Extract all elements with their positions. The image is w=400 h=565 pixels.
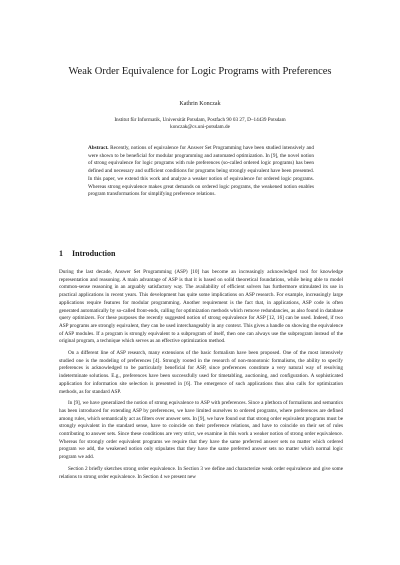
abstract-text: Recently, notions of equivalence for Answer Set Programming have been studied intensively and were shown to be beneficial for modular programming and automated optimization. In [9], the novel notion of strong equivalence for logic programs with rule preferences (so-called ordered logic programs) has been defined and necessary and sufficient conditions for programs being strongly equivalent have been presented. In this paper, we extend this work and analyze a weaker notion of equivalence for ordered logic programs. Whereas strong equivalence makes great demands on ordered logic programs, the weakened notion enables program transformations for simplifying preference relations. (88, 145, 314, 198)
paragraph: Section 2 briefly sketches strong order equivalence. In Section 3 we define and characterize weak order equivalence and give some relations to strong order equivalence. In Section 4 we present new (59, 465, 343, 480)
section-number: 1 (59, 249, 63, 258)
section-body (59, 269, 343, 481)
section-heading (59, 249, 115, 258)
paragraph: On a different line of ASP research, many extensions of the basic formalism have been proposed. One of the most intensively studied one is the modeling of preferences [4]. Strongly rooted in the research of non-monotonic formalisms, the ability to specify preferences is acknowledged to be particularly beneficial for ASP, since preferences constitute a very natural way of resolving indeterminate solutions. E.g., preferences have been successfully used for timetabling, auctioning, and configuration. A sophisticated application for information site selection is presented in [6]. The emergence of such applications thus also calls for optimization methods, as for standard ASP. (59, 350, 343, 395)
paragraph: During the last decade, Answer Set Programming (ASP) [10] has become an increasingly acknowledged tool for knowledge representation and reasoning. A main advantage of ASP is that it is based on solid theoretical foundations, while being able to model common-sense reasoning in an arguably satisfactory way. The availability of efficient solvers has furthermore stimulated its use in practical applications in recent years. This development has quite some implications on ASP research. For example, increasingly large applications require features for modular programming. Another requirement is the fact that, in applications, ASP code is often generated automatically by so-called front-ends, calling for optimization methods which remove redundancies, as also found in database query optimizers. For these purposes the recently suggested notion of strong equivalence for ASP [12, 16] can be used. Indeed, if two ASP programs are strongly equivalent, they can be used interchangeably in any context. This gives a handle on showing the equivalence of ASP modules. If a program is strongly equivalent to a subprogram of itself, then one can always use the subprogram instead of the original program, a technique which serves as an effective optimization method. (59, 269, 343, 345)
abstract (88, 145, 314, 199)
affiliation-address: Institut für Informatik, Universität Potsdam, Postfach 90 03 27, D–14439 Potsdam (114, 117, 286, 123)
author-email: konczak@cs.uni-potsdam.de (170, 124, 230, 130)
author-name: Kathrin Konczak (179, 101, 221, 107)
section-title: Introduction (72, 249, 116, 258)
paragraph: In [9], we have generalized the notion of strong equivalence to ASP with preferences. Since a plethora of formalisms and semantics has been introduced for extending ASP by preferences, we have limited ourselves to ordered programs, where preferences are defined among rules, which semantically act as filters over answer sets. In [9], we have found out that strong order equivalent programs must be strongly equivalent in the standard sense, have to coincide on their preference relations, and have to coincide on their set of rules contributing to answer sets. Since these conditions are very strict, we examine in this work a weaker notion of strong order equivalence. Whereas for strongly order equivalent programs we require that they have the same preferred answer sets no matter which ordered program we add, the weakened notion only stipulates that they have the same preferred answer sets no matter which normal logic program we add. (59, 400, 343, 461)
author-affiliation (0, 117, 400, 131)
abstract-label: Abstract. (88, 145, 109, 151)
paper-title: Weak Order Equivalence for Logic Programs with Preferences (68, 66, 332, 77)
